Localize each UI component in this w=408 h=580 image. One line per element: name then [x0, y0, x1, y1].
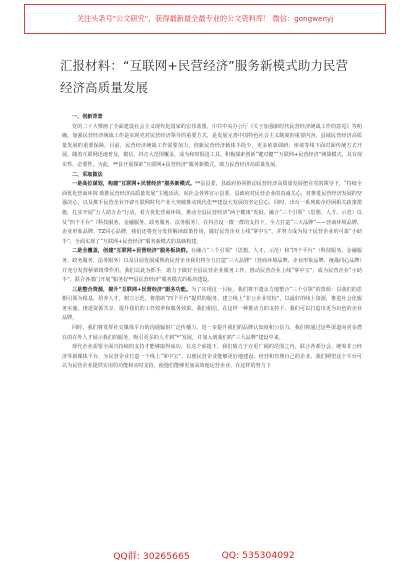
paragraph-text: 在融合“三个引领”（思想、人才、示范）和“四个平台”（科技服务、金融服务、政务服务、法务服务）以及目前发展成熟的民营企业我们将全力打造“三大品牌”（营商环境品牌、企业形象品牌、统战同心品牌）并充分发挥桥梁纽带作用。我们以此为抓手，助力于做好全县民营企业服务工作，推动民营企业上线“掌中宝”，成为民营企业“小助手”，联合各部门开展“服务好**县民营经济”服务模式的板块建设。 [62, 248, 362, 284]
body-paragraph [62, 180, 362, 247]
qq-number: QQ: 535304092 [221, 549, 295, 561]
paragraph-lead: 三是整合资源，提升“互联网+民营经济”服务功能。 [72, 286, 192, 293]
footer-contact [0, 540, 408, 570]
body-paragraph: 党的二十大擘画了全面建设社会主义现代化国家的宏伟蓝图，中共中央办公厅《关于加强新时代民营经济统战工作的意见》等明确，加强民营经济统战工作是实现党对民营经济领导的重要方式，是发展完善中国特色社会主义制度的重要内容。县域民营经济高质量发展的重要保障。目前，民营经济统战工作需要加力，创新民营经济载体手段少，更多依靠调研、座谈等线下面对面传统方式开展。随着互联网迅速普及，微信、抖音大范围覆盖，成为和时俱进工具。积极探索创新“键对键”“互联网+民营经济”统战模式，具有现实性、必要性。为此，**县开展探索“互联网+民营经济”服务新模式，助力民营经济高质量发展。 [62, 123, 362, 168]
paragraph-lead: 二是全覆盖，创建“互联网+民营经济”服务板块群。 [72, 248, 191, 255]
qq-group-number: QQ群: 30265665 [113, 551, 190, 562]
section-heading: 二、采取做法 [72, 171, 103, 178]
paragraph-text: **县县委、县政府协同推动民营经济高质量发展把在党的领导下，“持续全面优化营商环境 助推民营经济高质量发展”主题活动，向社会各界宣示县委、县政府对民营企业的真诚关心，对推进民营经济发展的坚强决心，以及携手民营企业开辟互联网时代产业大突破推动现代化**建设大发展的坚定信心。同时，出台一系列助企纾困相关政策措施，扎实开展“万人助万企”行动，着力优化营商环境，推动全县民营经济“两个健康”发展。融合“三个引领”（思想、人才、示范）以及“四个平台”（科技服务、金融服务、政务服务、法务服务），在抖音设一微一群的支持下，全力打造“三大品牌”——营商环境品牌、企业形象品牌、TZ同心品牌，我们还将充分发挥解读政策作用，做好民营企业上线“掌中宝”，并努力成为每个民营企业的可靠“小助手”，全面实现了“互联网+民营经济”服务新模式的基础构建。 [62, 181, 362, 245]
document-title: 汇报材料：“互联网+民营经济”服务新模式助力民营经济高质量发展 [60, 58, 349, 95]
promo-banner [24, 4, 386, 34]
section-heading: 一、创新背景 [72, 114, 103, 120]
body-paragraph: 现代企业需要全面且持续的支持才能够取得成功。在这个前提下，我们致力于在更广阔的范围之内，联合各部分会、统筹非公经济等新媒体平台，为民营企业打造一个线上“掌中宝”，以便民营企业能够更好地建设、经营和管理自己的企业。我们期望这个平台可以为民营企业提供实用的功能和实时支持，使他们能够更加高效地运营企业。在这样的努力下 [62, 344, 362, 370]
body-paragraph: 同时，我们将发挥社交媒体平台的沟通辐射广泛传播力，进一步提升我们的品牌认知度和公信力。我们将通过这些渠道向更多潜在的在外人才展示我们的服务，吸引更多的人才到“*”发展，并加入到我们的“三大品牌”建设中来。 [62, 325, 362, 341]
paragraph-text: 为了实现这一目标，我们将不遗余力地整合“三个引领”的资源：以我们的思想引领为根基，培养人才，树立示范，将借助“四个平台”提供的服务，建立线上“非公企业党校”，以最好的线上资源，推进社会化服务实施，推进资源共享，提升我们的工作效率和服务效果。我们相信，在这样一种推动力的支持下，我们可以打造出更为出色的企业品牌。 [62, 286, 362, 322]
body-paragraph [62, 286, 362, 324]
document-body [62, 113, 362, 372]
promo-banner-text: 关注头条号"公文研究"，获得最新最全最专业的公文资料库！ 微信：gongwenyj [76, 14, 334, 23]
paragraph-lead: 一是高位谋划，构建“互联网+民营经济”服务新模式。 [72, 181, 196, 188]
body-paragraph [62, 247, 362, 285]
